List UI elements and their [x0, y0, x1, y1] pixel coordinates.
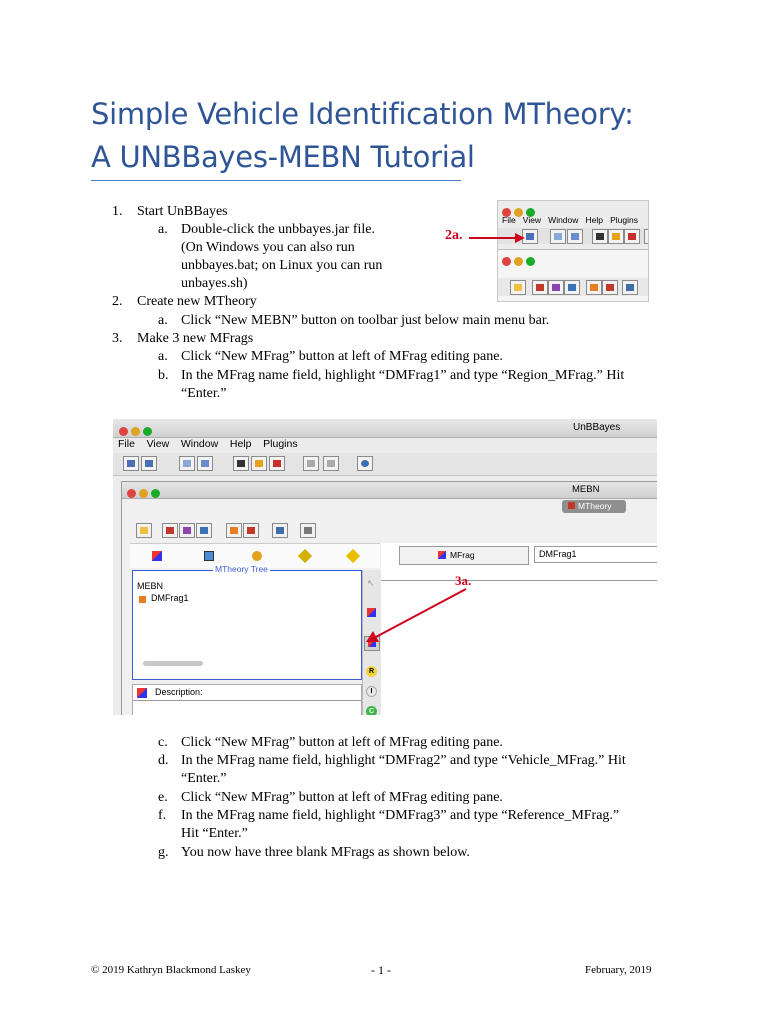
mfrag-label: MFrag [450, 550, 475, 560]
tool-button[interactable] [564, 280, 580, 295]
ordinary-variable-icon[interactable] [346, 549, 360, 563]
tab-mtheory[interactable] [562, 500, 626, 513]
tool-button[interactable] [243, 523, 259, 538]
inner-window-controls [502, 253, 538, 271]
minimize-dot-icon [139, 489, 148, 498]
menu-help[interactable]: Help [229, 438, 252, 450]
step-text: “Enter.” [181, 386, 227, 401]
footer-copyright: © 2019 Kathryn Blackmond Laskey [91, 964, 251, 976]
menu-help[interactable]: Help [585, 215, 603, 225]
new-mfrag-button[interactable] [510, 280, 526, 295]
description-icon [137, 688, 147, 698]
save-button[interactable] [197, 456, 213, 471]
step-text: Hit “Enter.” [181, 826, 248, 841]
step-text: Create new MTheory [137, 294, 257, 309]
tool-button[interactable] [233, 456, 249, 471]
mfrag-node-icon[interactable] [152, 551, 162, 561]
tree-title: MTheory Tree [215, 564, 268, 574]
home-button[interactable] [624, 229, 640, 244]
mebn-title-bar [122, 482, 657, 499]
menu-view[interactable]: View [146, 438, 170, 450]
cascade-button[interactable] [323, 456, 339, 471]
menu-view[interactable]: View [522, 215, 542, 225]
tool-button[interactable] [162, 523, 178, 538]
step-number: f. [158, 808, 167, 823]
tool-button[interactable] [532, 280, 548, 295]
minimize-dot-icon [514, 257, 523, 266]
step-number: d. [158, 753, 169, 768]
step-text: unbayes.sh) [181, 276, 248, 291]
step-text: (On Windows you can also run [181, 240, 355, 255]
step-number: a. [158, 349, 168, 364]
step-number: 2. [112, 294, 123, 309]
zoom-dot-icon [526, 257, 535, 266]
save-button[interactable] [567, 229, 583, 244]
zoom-dot-icon [151, 489, 160, 498]
step-number: a. [158, 222, 168, 237]
mebn-title: MEBN [572, 484, 600, 495]
mebn-window-controls [127, 485, 163, 503]
step-text: “Enter.” [181, 771, 227, 786]
small-screenshot [497, 200, 649, 302]
step-number: c. [158, 735, 168, 750]
tool-button[interactable] [592, 229, 608, 244]
step-number: 1. [112, 204, 123, 219]
arrow-3a-icon [360, 586, 470, 646]
zoom-dot-icon [143, 427, 152, 436]
step-text: Start UnBBayes [137, 204, 228, 219]
input-node-icon[interactable] [298, 549, 312, 563]
mfrag-label-box [399, 546, 529, 565]
menu-file[interactable]: File [502, 215, 516, 225]
menu-window[interactable]: Window [548, 215, 579, 225]
menu-bar [118, 438, 298, 450]
menu-window[interactable]: Window [180, 438, 219, 450]
mtheory-icon [568, 502, 575, 509]
tool-button[interactable] [251, 456, 267, 471]
resident-tool-icon[interactable]: R [366, 666, 377, 677]
inner-window [498, 249, 648, 302]
step-number: e. [158, 790, 168, 805]
step-text: Click “New MEBN” button on toolbar just below main menu bar. [181, 313, 550, 328]
open-button[interactable] [179, 456, 195, 471]
window-title: UnBBayes [573, 422, 621, 433]
menu-plugins[interactable]: Plugins [610, 215, 638, 225]
step-text: unbbayes.bat; on Linux you can run [181, 258, 383, 273]
close-dot-icon [502, 257, 511, 266]
step-number: g. [158, 845, 169, 860]
tool-button[interactable] [226, 523, 242, 538]
close-dot-icon [127, 489, 136, 498]
mfrag-toolbar [498, 278, 648, 296]
step-text: You now have three blank MFrags as shown below. [181, 845, 470, 860]
tool-button[interactable] [300, 523, 316, 538]
open-button[interactable] [550, 229, 566, 244]
new-mebn-button[interactable] [123, 456, 139, 471]
step-number: a. [158, 313, 168, 328]
tree-root[interactable]: MEBN [137, 581, 164, 591]
help-button[interactable] [357, 456, 373, 471]
menu-file[interactable]: File [118, 438, 135, 450]
annotation-2a: 2a. [445, 228, 463, 243]
main-toolbar [113, 453, 657, 476]
tree-scrollbar[interactable] [143, 661, 203, 666]
tool-button[interactable] [179, 523, 195, 538]
step-text: In the MFrag name field, highlight “DMFrag3” and type “Reference_MFrag.” [181, 808, 620, 823]
tool-button[interactable] [644, 229, 649, 244]
tool-button[interactable] [602, 280, 618, 295]
tree-item-dmfrag1[interactable]: DMFrag1 [151, 593, 189, 603]
big-screenshot [113, 419, 657, 715]
close-dot-icon [119, 427, 128, 436]
new-network-button[interactable] [141, 456, 157, 471]
step-text: In the MFrag name field, highlight “DMFrag2” and type “Vehicle_MFrag.” Hit [181, 753, 626, 768]
step-text: Click “New MFrag” button at left of MFrag editing pane. [181, 735, 503, 750]
tab-mtheory-label: MTheory [578, 501, 612, 511]
resident-node-icon[interactable] [252, 551, 262, 561]
title-divider [91, 180, 461, 181]
minimize-dot-icon [131, 427, 140, 436]
step-text: Make 3 new MFrags [137, 331, 254, 346]
description-label: Description: [155, 687, 203, 697]
tool-button[interactable] [622, 280, 638, 295]
step-number: b. [158, 368, 169, 383]
mfrag-name-input[interactable]: DMFrag1 [534, 546, 657, 563]
pane-divider [381, 580, 657, 581]
mfrag-tree-icon [139, 596, 146, 603]
context-node-icon[interactable] [204, 551, 214, 561]
tool-button[interactable] [196, 523, 212, 538]
mfrag-label-icon [438, 551, 446, 559]
step-text: Click “New MFrag” button at left of MFrag editing pane. [181, 349, 503, 364]
tile-button[interactable] [303, 456, 319, 471]
tool-button[interactable] [272, 523, 288, 538]
menu-bar [502, 215, 638, 225]
footer-date: February, 2019 [585, 964, 652, 976]
input-tool-icon[interactable]: I [366, 686, 377, 697]
mfrag-toolbar [130, 522, 330, 540]
step-text: In the MFrag name field, highlight “DMFrag1” and type “Region_MFrag.” Hit [181, 368, 625, 383]
step-text: Double-click the unbbayes.jar file. [181, 222, 375, 237]
home-button[interactable] [269, 456, 285, 471]
step-number: 3. [112, 331, 123, 346]
page-title-line-2: A UNBBayes-MEBN Tutorial [91, 140, 475, 174]
menu-plugins[interactable]: Plugins [263, 438, 298, 450]
mtheory-tree-panel [132, 564, 362, 680]
page-title-line-1: Simple Vehicle Identification MTheory: [91, 97, 634, 131]
window-title-bar [113, 419, 657, 438]
tool-button[interactable] [586, 280, 602, 295]
footer-page-number: - 1 - [371, 963, 391, 977]
tool-button[interactable] [548, 280, 564, 295]
pointer-icon[interactable]: ↖ [367, 578, 375, 588]
annotation-3a: 3a. [455, 573, 472, 588]
step-text: Click “New MFrag” button at left of MFrag editing pane. [181, 790, 503, 805]
tool-button[interactable] [608, 229, 624, 244]
arrow-2a-icon [467, 228, 527, 248]
description-panel [132, 684, 362, 715]
description-divider [133, 700, 361, 701]
context-tool-icon[interactable]: C [366, 706, 377, 715]
new-mfrag-button[interactable] [136, 523, 152, 538]
